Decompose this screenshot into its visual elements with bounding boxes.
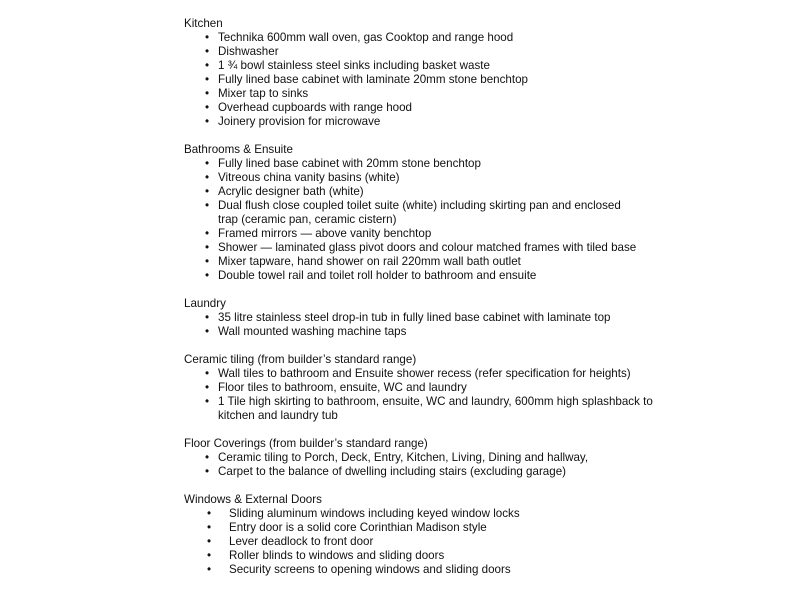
section-heading: Floor Coverings (from builder’s standard range)	[184, 437, 428, 450]
list-item-text: Lever deadlock to front door	[229, 535, 374, 548]
section-floor-coverings	[184, 437, 784, 479]
bullet-icon: •	[204, 395, 210, 408]
section-laundry	[184, 297, 784, 339]
list-item	[184, 521, 699, 535]
list-item-text: Overhead cupboards with range hood	[218, 101, 413, 114]
list-item	[184, 311, 688, 325]
list-item	[184, 171, 638, 185]
list-item	[184, 325, 688, 339]
list-item	[184, 255, 638, 269]
bullet-icon: •	[204, 185, 210, 198]
bullet-icon: •	[204, 367, 210, 380]
bullet-list	[184, 451, 784, 479]
list-item-text: Entry door is a solid core Corinthian Madison style	[229, 521, 487, 534]
list-item-text: Dishwasher	[218, 45, 279, 58]
bullet-icon: •	[204, 381, 210, 394]
list-item-text: Mixer tapware, hand shower on rail 220mm wall bath outlet	[218, 255, 521, 268]
list-item-text: Carpet to the balance of dwelling including stairs (excluding garage)	[218, 465, 567, 478]
list-item	[184, 73, 638, 87]
bullet-icon: •	[204, 311, 210, 324]
list-item	[184, 507, 699, 521]
specification-document	[184, 17, 784, 591]
list-item	[184, 199, 638, 227]
bullet-icon: •	[204, 241, 210, 254]
list-item	[184, 185, 638, 199]
bullet-icon: •	[204, 227, 210, 240]
list-item-text: Shower — laminated glass pivot doors and colour matched frames with tiled base	[218, 241, 637, 254]
list-item-text: Dual flush close coupled toilet suite (white) including skirting pan and enclosed trap (ceramic pan, ceramic cistern)	[218, 199, 621, 226]
list-item	[184, 451, 688, 465]
list-item	[184, 115, 638, 129]
section-bathrooms-ensuite	[184, 143, 784, 283]
bullet-icon: •	[204, 59, 210, 72]
section-heading: Kitchen	[184, 17, 223, 30]
bullet-icon: •	[204, 87, 210, 100]
list-item	[184, 395, 688, 423]
list-item-text: Framed mirrors — above vanity benchtop	[218, 227, 432, 240]
bullet-icon: •	[206, 549, 212, 562]
section-windows-external-doors	[184, 493, 784, 577]
bullet-icon: •	[204, 101, 210, 114]
list-item-text: Vitreous china vanity basins (white)	[218, 171, 400, 184]
bullet-list	[184, 507, 784, 577]
list-item	[184, 465, 688, 479]
list-item	[184, 59, 638, 73]
list-item	[184, 381, 688, 395]
list-item-text: Technika 600mm wall oven, gas Cooktop and range hood	[218, 31, 514, 44]
list-item	[184, 241, 638, 255]
list-item-text: Roller blinds to windows and sliding doors	[229, 549, 445, 562]
section-kitchen	[184, 17, 784, 129]
list-item-text: 1 Tile high skirting to bathroom, ensuite, WC and laundry, 600mm high splashback to kitchen and laundry tub	[218, 395, 653, 422]
bullet-list	[184, 31, 784, 129]
bullet-icon: •	[204, 255, 210, 268]
bullet-icon: •	[204, 325, 210, 338]
bullet-icon: •	[206, 521, 212, 534]
section-heading: Bathrooms & Ensuite	[184, 143, 293, 156]
list-item-text: Floor tiles to bathroom, ensuite, WC and laundry	[218, 381, 467, 394]
list-item-text: 35 litre stainless steel drop-in tub in fully lined base cabinet with laminate top	[218, 311, 611, 324]
list-item-text: Security screens to opening windows and sliding doors	[229, 563, 511, 576]
list-item	[184, 101, 638, 115]
bullet-icon: •	[204, 171, 210, 184]
list-item	[184, 31, 638, 45]
bullet-list	[184, 157, 784, 283]
list-item-text: Acrylic designer bath (white)	[218, 185, 364, 198]
list-item-text: Double towel rail and toilet roll holder to bathroom and ensuite	[218, 269, 537, 282]
bullet-icon: •	[204, 199, 210, 212]
bullet-icon: •	[206, 535, 212, 548]
bullet-icon: •	[204, 73, 210, 86]
list-item	[184, 549, 699, 563]
bullet-icon: •	[204, 115, 210, 128]
list-item	[184, 87, 638, 101]
list-item	[184, 157, 638, 171]
section-heading: Windows & External Doors	[184, 493, 322, 506]
list-item-text: Wall tiles to bathroom and Ensuite shower recess (refer specification for heights)	[218, 367, 631, 380]
section-heading: Laundry	[184, 297, 226, 310]
list-item-text: Fully lined base cabinet with 20mm stone benchtop	[218, 157, 481, 170]
section-heading: Ceramic tiling (from builder’s standard range)	[184, 353, 417, 366]
section-ceramic-tiling	[184, 353, 784, 423]
bullet-icon: •	[206, 563, 212, 576]
list-item-text: Fully lined base cabinet with laminate 20mm stone benchtop	[218, 73, 528, 86]
list-item	[184, 563, 699, 577]
list-item	[184, 45, 638, 59]
bullet-icon: •	[204, 45, 210, 58]
list-item	[184, 227, 638, 241]
list-item	[184, 535, 699, 549]
list-item-text: Sliding aluminum windows including keyed window locks	[229, 507, 520, 520]
list-item	[184, 367, 688, 381]
bullet-icon: •	[204, 157, 210, 170]
list-item-text: Joinery provision for microwave	[218, 115, 381, 128]
list-item	[184, 269, 638, 283]
bullet-icon: •	[204, 269, 210, 282]
bullet-list	[184, 367, 784, 423]
list-item-text: 1 ¾ bowl stainless steel sinks including basket waste	[218, 59, 490, 72]
list-item-text: Mixer tap to sinks	[218, 87, 309, 100]
bullet-icon: •	[204, 465, 210, 478]
bullet-list	[184, 311, 784, 339]
list-item-text: Wall mounted washing machine taps	[218, 325, 407, 338]
bullet-icon: •	[206, 507, 212, 520]
bullet-icon: •	[204, 31, 210, 44]
bullet-icon: •	[204, 451, 210, 464]
list-item-text: Ceramic tiling to Porch, Deck, Entry, Kitchen, Living, Dining and hallway,	[218, 451, 589, 464]
